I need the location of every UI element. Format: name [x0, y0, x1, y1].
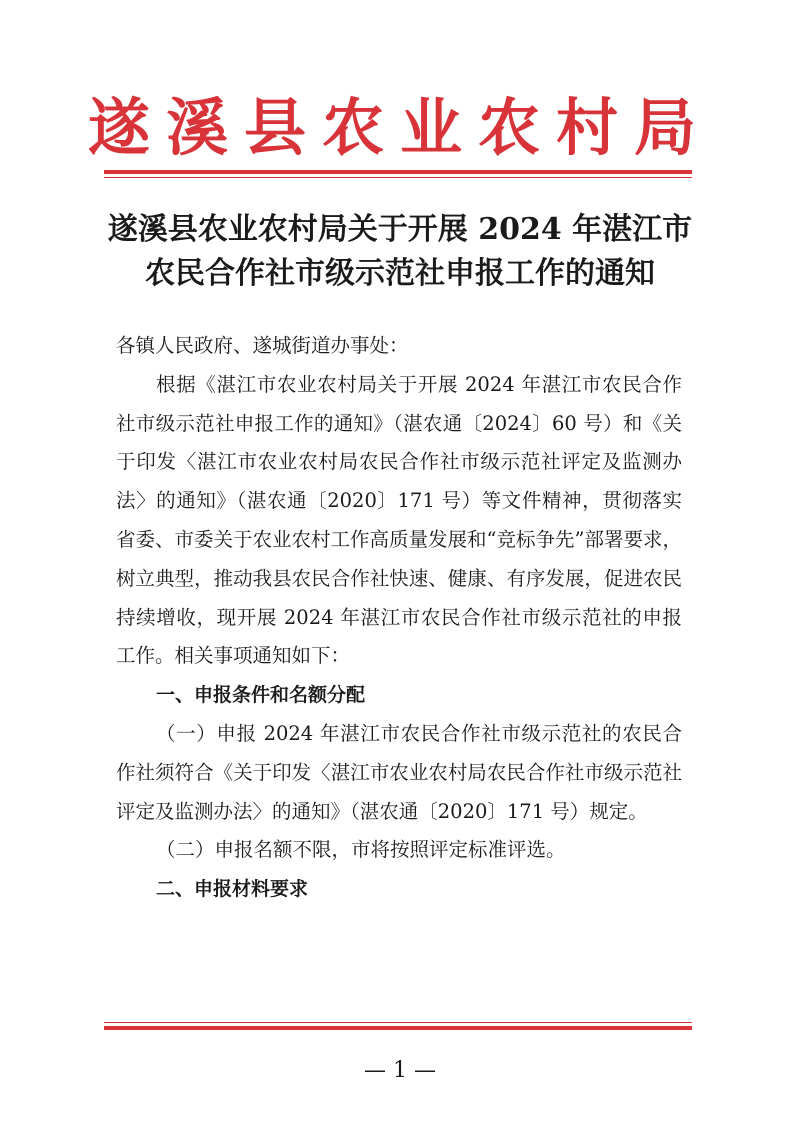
- document-title-line-1: 遂溪县农业农村局关于开展 2024 年湛江市: [107, 212, 693, 247]
- footer-divider-thin: [104, 1022, 692, 1023]
- footer-divider-thick: [104, 1026, 692, 1030]
- section-2-heading: 二、申报材料要求: [156, 878, 309, 901]
- section-1-item-2: （二）申报名额不限，市将按照评定标准评选。: [156, 838, 566, 862]
- document-body: [116, 327, 682, 909]
- letterhead-agency-name: 遂溪县农业农村局: [87, 91, 712, 164]
- letterhead-divider-thin: [104, 177, 692, 178]
- section-1-heading: 一、申报条件和名额分配: [156, 684, 366, 707]
- intro-paragraph: 根据《湛江市农业农村局关于开展 2024 年湛江市农民合作社市级示范社申报工作的通知》（湛农通〔2024〕60 号）和《关于印发〈湛江市农业农村局农民合作社市级示范社评定及监测办法〉的通知》（湛农通〔2020〕171 号）等文件精神，贯彻落实省委、市委关于农业农村工作高质量发展和“竞标争先”部署要求，树立典型，推动我县农民合作社快速、健康、有序发展，促进农民持续增收，现开展 2024 年湛江市农民合作社市级示范社的申报工作。相关事项通知如下：: [116, 372, 682, 668]
- letterhead-divider-thick: [104, 170, 692, 174]
- salutation: 各镇人民政府、遂城街道办事处：: [116, 334, 409, 357]
- section-1-item-1: （一）申报 2024 年湛江市农民合作社市级示范社的农民合作社须符合《关于印发〈湛江市农业农村局农民合作社市级示范社评定及监测办法〉的通知》（湛农通〔2020〕171 号）规定。: [116, 721, 682, 823]
- document-title-line-2: 农民合作社市级示范社申报工作的通知: [145, 256, 655, 291]
- page-number: — 1 —: [364, 1058, 436, 1083]
